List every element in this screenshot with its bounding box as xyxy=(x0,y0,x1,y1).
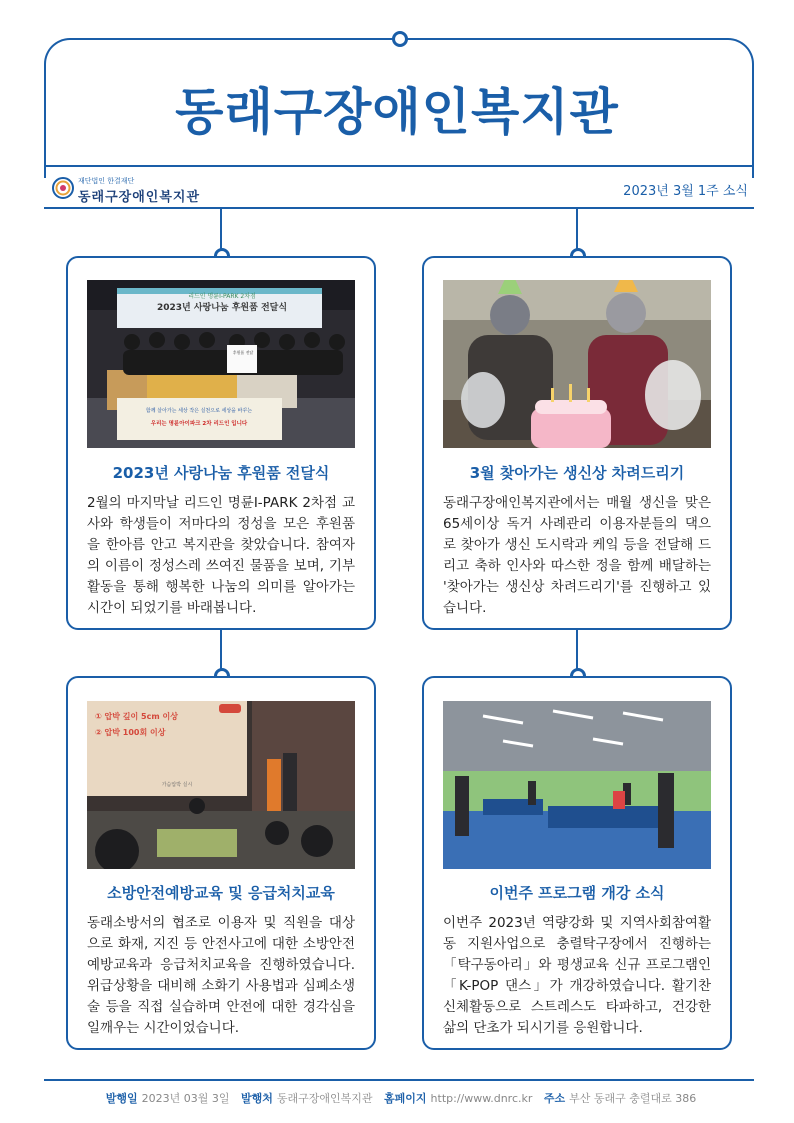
photo-slide-line-1: ① 압박 깊이 5cm 이상 xyxy=(95,712,178,721)
photo-board: 후원품 전달 xyxy=(232,350,254,355)
org-name: 동래구장애인복지관 xyxy=(78,190,201,205)
card-title: 3월 찾아가는 생신상 차려드리기 xyxy=(469,464,685,482)
frame-knob-top xyxy=(392,31,408,47)
footer-rule xyxy=(44,1079,754,1081)
footer-publisher-value: 동래구장애인복지관 xyxy=(276,1092,373,1105)
card-body: 동래구장애인복지관에서는 매월 생신을 맞은 65세이상 독거 사례관리 이용자분들의 댁으로 찾아가 생신 도시락과 케잌 등을 전달해 드리고 축하 인사와 따스한 정을 함께 배달하는 '찾아가는 생신상 차려드리기'를 진행하고 있습니다. xyxy=(443,495,711,616)
photo-slide-caption: 가슴압박 실시 xyxy=(161,782,193,788)
card-title: 이번주 프로그램 개강 소식 xyxy=(489,884,665,902)
footer-publish-label: 발행일 xyxy=(105,1092,138,1105)
footer-info xyxy=(0,1090,794,1106)
card-title: 2023년 사랑나눔 후원품 전달식 xyxy=(112,464,330,482)
photo-sign-line-1: 함께 살아가는 세상 작은 실천으로 세상을 바꾸는 xyxy=(145,408,253,414)
photo-slide-line-2: ② 압박 100회 이상 xyxy=(95,728,166,737)
footer-homepage-link[interactable]: http://www.dnrc.kr xyxy=(430,1092,533,1105)
news-photo-cpr xyxy=(87,701,355,869)
news-photo-table-tennis xyxy=(443,701,711,869)
photo-banner-small: 리드인 명륜I-PARK 2차점 xyxy=(188,293,256,300)
card-title: 소방안전예방교육 및 응급처치교육 xyxy=(107,884,335,902)
header-rule-bottom xyxy=(44,207,754,209)
photo-sign-line-2: 우리는 명륜아이파크 2차 리드인 입니다 xyxy=(150,421,248,427)
org-logo-icon xyxy=(52,177,74,199)
card-body: 이번주 2023년 역량강화 및 지역사회참여활동 지원사업으로 충렬탁구장에서 진행하는 「탁구동아리」와 평생교육 신규 프로그램인 「K-POP 댄스」가 개강하였습니다. 활기찬 신체활동으로 스트레스도 타파하고, 건강한 삶의 단초가 되시기를 응원합니다. xyxy=(443,915,711,1036)
footer-publish-value: 2023년 03월 3일 xyxy=(141,1092,230,1105)
footer-address-value: 부산 동래구 충렬대로 386 xyxy=(569,1092,697,1105)
card-body: 2월의 마지막날 리드인 명륜I-PARK 2차점 교사와 학생들이 저마다의 정성을 모은 후원품을 한아름 안고 복지관을 찾았습니다. 참여자의 이름이 정성스레 쓰여진 물품을 보며, 기부활동을 통해 행복한 나눔의 의미를 알아가는 시간이 되었기를 바래봅니다. xyxy=(87,495,355,616)
issue-week: 2023년 3월 1주 소식 xyxy=(623,184,748,199)
footer-publisher-label: 발행처 xyxy=(240,1092,273,1105)
footer-homepage-label: 홈페이지 xyxy=(384,1092,427,1105)
news-photo-donation xyxy=(87,280,355,448)
page-title: 동래구장애인복지관 xyxy=(175,83,619,141)
footer-address-label: 주소 xyxy=(543,1092,566,1105)
org-subtitle: 재단법인 한결재단 xyxy=(78,177,135,185)
header-rule-top xyxy=(44,165,754,167)
card-body: 동래소방서의 협조로 이용자 및 직원을 대상으로 화재, 지진 등 안전사고에 대한 소방안전예방교육과 응급처치교육을 진행하였습니다. 위급상황을 대비해 소화기 사용법과 심폐소생술 등을 직접 실습하며 안전에 대한 경각심을 일깨우는 시간이었습니다. xyxy=(87,915,355,1036)
news-photo-birthday xyxy=(443,280,711,448)
photo-banner: 2023년 사랑나눔 후원품 전달식 xyxy=(156,303,288,313)
